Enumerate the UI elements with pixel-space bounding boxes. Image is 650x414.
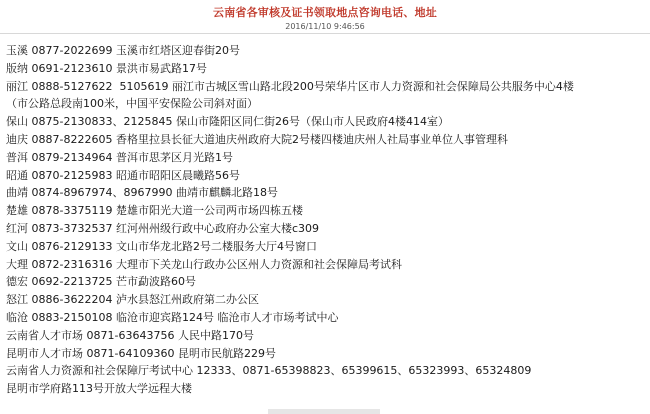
scrollbar[interactable] <box>268 409 380 414</box>
contact-entry <box>6 202 646 220</box>
phone-number: 0874-8967974、8967990 <box>31 186 173 200</box>
address-text: 泸水县怒江州政府第二办公区 <box>115 293 259 307</box>
contact-entry <box>6 42 646 60</box>
phone-number: 0871-64109360 <box>86 346 175 360</box>
region-label: 保山 <box>6 115 28 129</box>
address-text: 人民中路170号 <box>177 328 254 342</box>
phone-number: 0887-8222605 <box>31 132 113 146</box>
phone-number: 0877-2022699 <box>31 44 113 57</box>
phone-number: 0875-2130833、2125845 <box>31 115 173 129</box>
divider <box>0 33 650 34</box>
region-label: 迪庆 <box>6 132 28 146</box>
phone-number: 0876-2129133 <box>31 239 113 253</box>
phone-number: 0873-3732537 <box>31 221 113 235</box>
contact-entry <box>6 113 646 131</box>
phone-number: 12333、0871-65398823、65399615、65323993、65324809 <box>196 364 532 378</box>
region-label: 红河 <box>6 221 28 235</box>
contact-entry <box>6 273 646 291</box>
address-text: 昭通市昭阳区晨曦路56号 <box>115 168 240 182</box>
contact-entry <box>6 345 646 363</box>
contact-entry <box>6 220 646 238</box>
address-text: 大理市下关龙山行政办公区州人力资源和社会保障局考试科 <box>115 257 402 271</box>
address-text: 曲靖市麒麟北路18号 <box>175 186 278 200</box>
contact-entry <box>6 362 646 398</box>
region-label: 曲靖 <box>6 186 28 200</box>
contact-entry <box>6 291 646 309</box>
contact-entry <box>6 131 646 149</box>
address-text: 芒市勐波路60号 <box>115 275 196 289</box>
page-title: 云南省各审核及证书领取地点咨询电话、地址 <box>213 6 437 19</box>
address-text: （市公路总段南100米，中国平安保险公司斜对面） <box>6 97 258 111</box>
contact-entry <box>6 327 646 345</box>
address-text: 临沧市迎宾路124号 临沧市人才市场考试中心 <box>115 310 339 324</box>
contact-entry <box>6 60 646 78</box>
region-label: 临沧 <box>6 310 28 324</box>
contact-entry <box>6 184 646 202</box>
address-text: 红河州州级行政中心政府办公室大楼c309 <box>115 221 319 235</box>
region-label: 昆明市人才市场 <box>6 346 83 360</box>
region-label: 文山 <box>6 239 28 253</box>
region-label: 昭通 <box>6 168 28 182</box>
phone-number: 0886-3622204 <box>31 293 113 307</box>
phone-number: 0871-63643756 <box>86 328 175 342</box>
address-text: 楚雄市阳光大道一公司两市场四栋五楼 <box>115 204 303 218</box>
phone-number: 0888-5127622 5105619 <box>31 79 169 93</box>
address-text: 玉溪市红塔区迎春街20号 <box>115 44 240 57</box>
address-text: 昆明市学府路113号开放大学远程大楼 <box>6 382 192 396</box>
phone-number: 0879-2134964 <box>31 150 113 164</box>
phone-number: 0692-2213725 <box>31 275 113 289</box>
contact-entry <box>6 78 646 96</box>
contact-entry <box>6 149 646 167</box>
phone-number: 0883-2150108 <box>31 310 113 324</box>
region-label: 楚雄 <box>6 204 28 218</box>
address-text: 文山市华龙北路2号二楼服务大厅4号窗口 <box>115 239 317 253</box>
address-text: 保山市隆阳区同仁街26号（保山市人民政府4楼414室） <box>175 115 449 129</box>
region-label: 云南省人力资源和社会保障厅考试中心 <box>6 364 193 378</box>
region-label: 云南省人才市场 <box>6 328 83 342</box>
address-text: 丽江市古城区雪山路北段200号荣华片区市人力资源和社会保障局公共服务中心4楼 <box>171 79 574 93</box>
address-text: 景洪市易武路17号 <box>115 61 207 75</box>
phone-number: 0691-2123610 <box>31 61 113 75</box>
contact-entry <box>6 256 646 274</box>
contact-entry <box>6 238 646 256</box>
contact-list <box>6 42 646 398</box>
phone-number: 0878-3375119 <box>31 204 113 218</box>
region-label: 怒江 <box>6 293 28 307</box>
region-label: 版纳 <box>6 61 28 75</box>
region-label: 丽江 <box>6 79 28 93</box>
timestamp: 2016/11/10 9:46:56 <box>285 22 365 31</box>
phone-number: 0870-2125983 <box>31 168 113 182</box>
address-text: 香格里拉县长征大道迪庆州政府大院2号楼四楼迪庆州人社局事业单位人事管理科 <box>115 132 508 146</box>
contact-entry <box>6 95 646 113</box>
region-label: 德宏 <box>6 275 28 289</box>
region-label: 玉溪 <box>6 44 28 57</box>
address-text: 昆明市民航路229号 <box>177 346 276 360</box>
address-text: 普洱市思茅区月光路1号 <box>115 150 233 164</box>
contact-entry <box>6 167 646 185</box>
region-label: 普洱 <box>6 150 28 164</box>
region-label: 大理 <box>6 257 28 271</box>
contact-entry <box>6 309 646 327</box>
phone-number: 0872-2316316 <box>31 257 113 271</box>
